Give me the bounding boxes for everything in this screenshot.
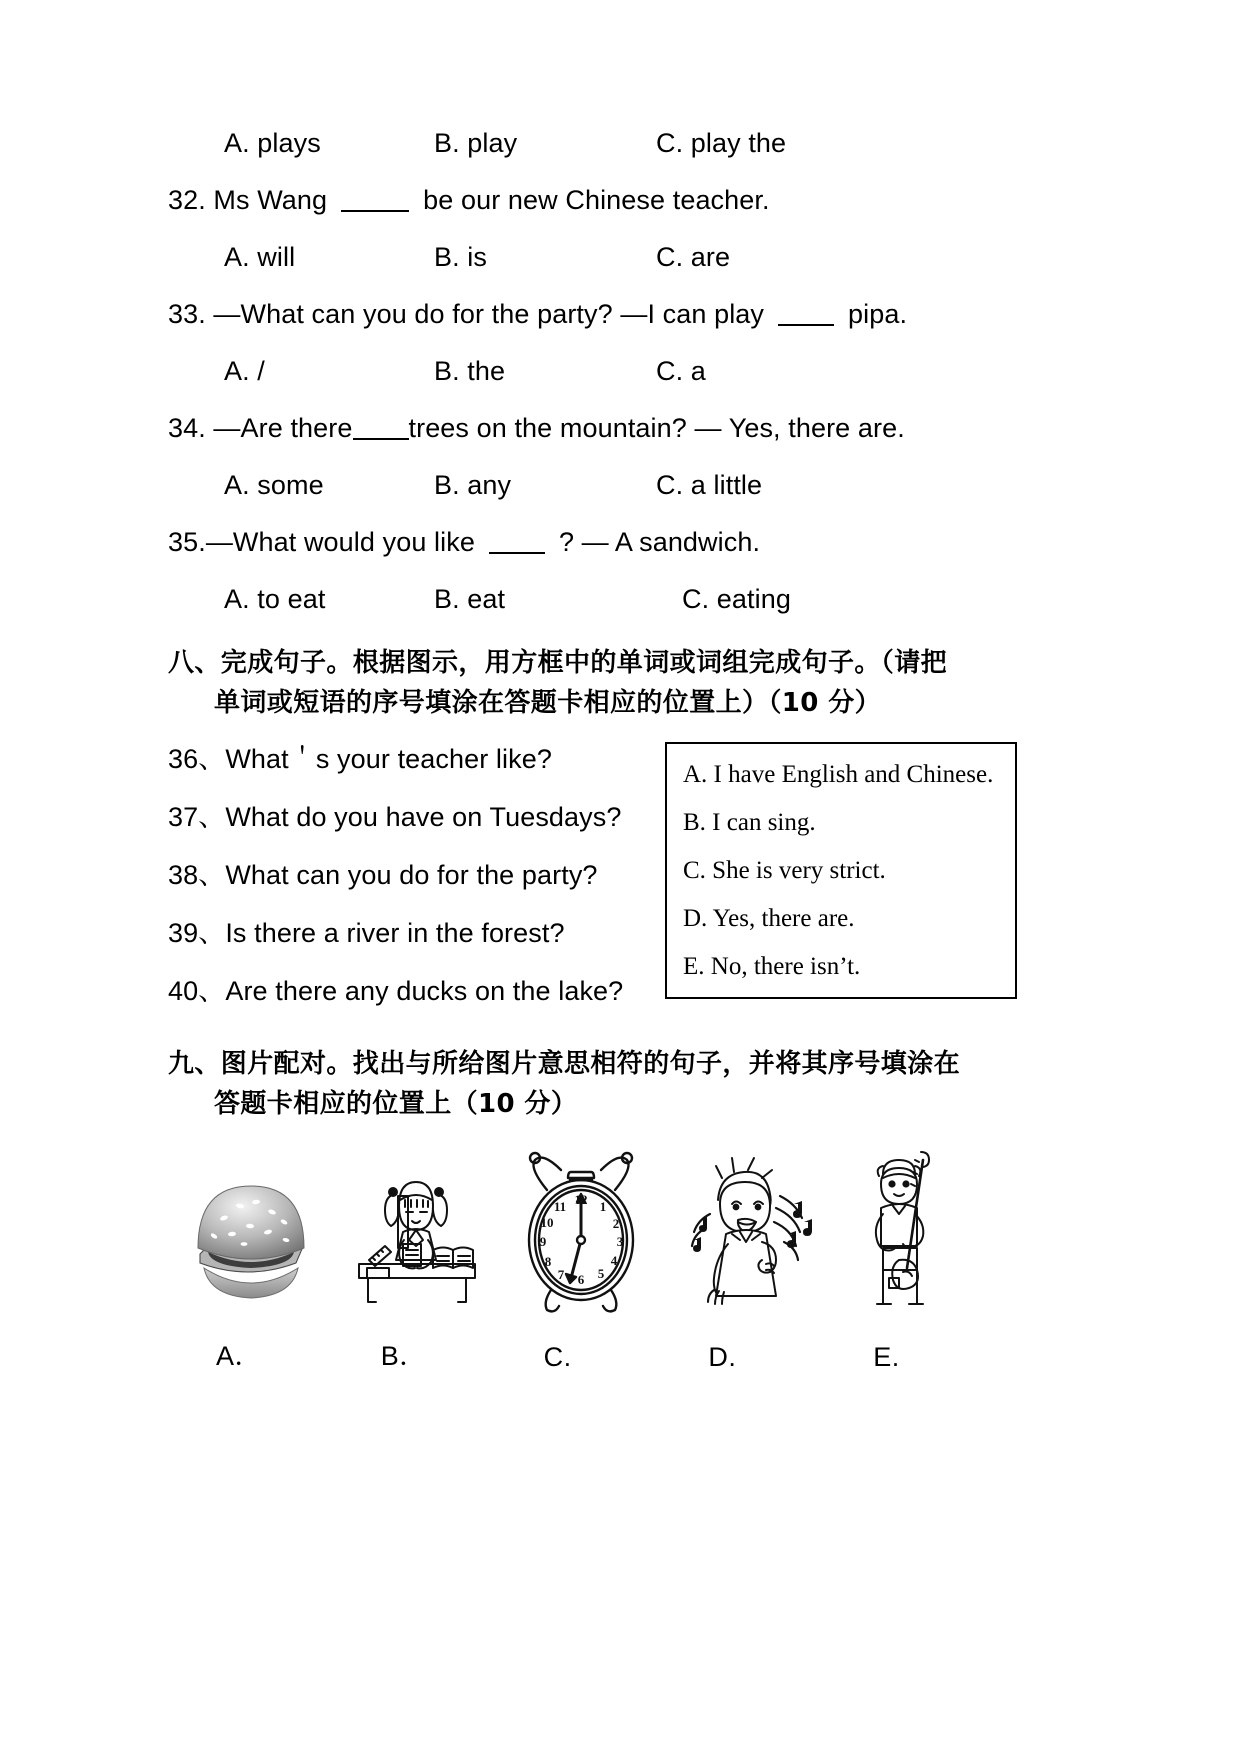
q35-option-a[interactable]: A. to eat — [224, 584, 326, 614]
q34-option-a[interactable]: A. some — [224, 470, 324, 500]
svg-text:8: 8 — [544, 1254, 552, 1270]
q33-option-a[interactable]: A. / — [224, 356, 265, 386]
question-40[interactable]: 40、Are there any ducks on the lake? — [168, 975, 624, 1006]
section-nine-heading-line1: 九、图片配对。找出与所给图片意思相符的句子，并将其序号填涂在 — [168, 1048, 961, 1079]
girl-doing-homework-icon — [339, 1140, 494, 1308]
sentence-matching-block — [168, 743, 998, 1014]
picture-cell-c — [504, 1148, 659, 1373]
svg-text:4: 4 — [610, 1253, 618, 1269]
svg-text:10: 10 — [540, 1215, 554, 1231]
girl-playing-pipa-icon — [833, 1148, 988, 1316]
answer-choice-d[interactable]: D. Yes, there are. — [683, 904, 855, 932]
section-nine-heading-line2: 答题卡相应的位置上（10 分） — [214, 1088, 578, 1119]
picture-label-b: B． — [380, 1341, 427, 1372]
picture-label-a: A． — [216, 1341, 263, 1372]
section-eight-heading-line2: 单词或短语的序号填涂在答题卡相应的位置上）（10 分） — [214, 688, 882, 719]
alarm-clock-icon — [504, 1148, 659, 1316]
question-33 — [168, 301, 998, 328]
picture-cell-b — [339, 1140, 494, 1373]
picture-matching-row — [168, 1140, 998, 1373]
question-32-blank[interactable] — [341, 210, 409, 212]
q35-options-row — [168, 586, 998, 613]
q35-option-c[interactable]: C. eating — [682, 584, 791, 614]
answer-choice-b[interactable]: B. I can sing. — [683, 808, 816, 836]
svg-text:11: 11 — [553, 1199, 567, 1215]
picture-label-e: E. — [873, 1342, 900, 1373]
question-33-prefix: 33. —What can you do for the party? —I can play — [168, 299, 765, 329]
question-34-suffix: trees on the mountain? — Yes, there are. — [408, 413, 905, 443]
answer-choice-a[interactable]: A. I have English and Chinese. — [683, 760, 994, 788]
section-nine-heading — [168, 1044, 998, 1125]
picture-cell-a — [174, 1140, 329, 1373]
svg-text:5: 5 — [597, 1266, 605, 1282]
question-36[interactable]: 36、What＇s your teacher like? — [168, 743, 552, 774]
page-content — [168, 130, 998, 1373]
q31-option-a[interactable]: A. plays — [224, 128, 321, 158]
question-34-blank[interactable] — [353, 438, 409, 440]
q32-option-b[interactable]: B. is — [434, 242, 488, 272]
svg-text:2: 2 — [612, 1216, 620, 1232]
hamburger-photo-icon — [174, 1140, 329, 1308]
svg-text:3: 3 — [616, 1234, 624, 1250]
q34-option-c[interactable]: C. a little — [656, 470, 763, 500]
question-37[interactable]: 37、What do you have on Tuesdays? — [168, 801, 622, 832]
question-33-suffix: pipa. — [848, 299, 908, 329]
q31-option-c[interactable]: C. play the — [656, 128, 787, 158]
q31-option-b[interactable]: B. play — [434, 128, 518, 158]
answer-choice-c[interactable]: C. She is very strict. — [683, 856, 886, 884]
q33-option-b[interactable]: B. the — [434, 356, 506, 386]
q31-options-row — [168, 130, 998, 157]
question-34-prefix: 34. —Are there — [168, 413, 353, 443]
q33-option-c[interactable]: C. a — [656, 356, 706, 386]
question-39[interactable]: 39、Is there a river in the forest? — [168, 917, 565, 948]
question-32-suffix: be our new Chinese teacher. — [423, 185, 770, 215]
answer-choices-box — [665, 742, 1017, 999]
picture-label-c: C. — [543, 1342, 572, 1373]
svg-text:9: 9 — [539, 1234, 547, 1250]
answer-choice-e[interactable]: E. No, there isn’t. — [683, 952, 861, 980]
picture-label-d: D. — [708, 1342, 737, 1373]
boy-singing-icon — [668, 1148, 823, 1316]
question-35 — [168, 529, 998, 556]
q34-option-b[interactable]: B. any — [434, 470, 512, 500]
picture-cell-d — [668, 1148, 823, 1373]
question-list-36-40 — [168, 743, 688, 1006]
question-35-blank[interactable] — [489, 552, 545, 554]
question-34 — [168, 415, 998, 442]
q32-options-row — [168, 244, 998, 271]
svg-text:12: 12 — [574, 1192, 588, 1208]
q32-option-c[interactable]: C. are — [656, 242, 731, 272]
question-35-suffix: ? — A sandwich. — [558, 527, 761, 557]
question-32 — [168, 187, 998, 214]
q32-option-a[interactable]: A. will — [224, 242, 296, 272]
q35-option-b[interactable]: B. eat — [434, 584, 506, 614]
question-33-blank[interactable] — [778, 324, 834, 326]
q34-options-row — [168, 472, 998, 499]
svg-text:6: 6 — [577, 1272, 585, 1288]
picture-cell-e — [833, 1148, 988, 1373]
section-eight-heading — [168, 643, 998, 724]
question-35-prefix: 35.—What would you like — [168, 527, 475, 557]
svg-text:7: 7 — [557, 1267, 565, 1283]
question-32-prefix: 32. Ms Wang — [168, 185, 328, 215]
svg-text:1: 1 — [599, 1199, 607, 1215]
question-38[interactable]: 38、What can you do for the party? — [168, 859, 598, 890]
q33-options-row — [168, 358, 998, 385]
section-eight-heading-line1: 八、完成句子。根据图示，用方框中的单词或词组完成句子。（请把 — [168, 648, 948, 678]
